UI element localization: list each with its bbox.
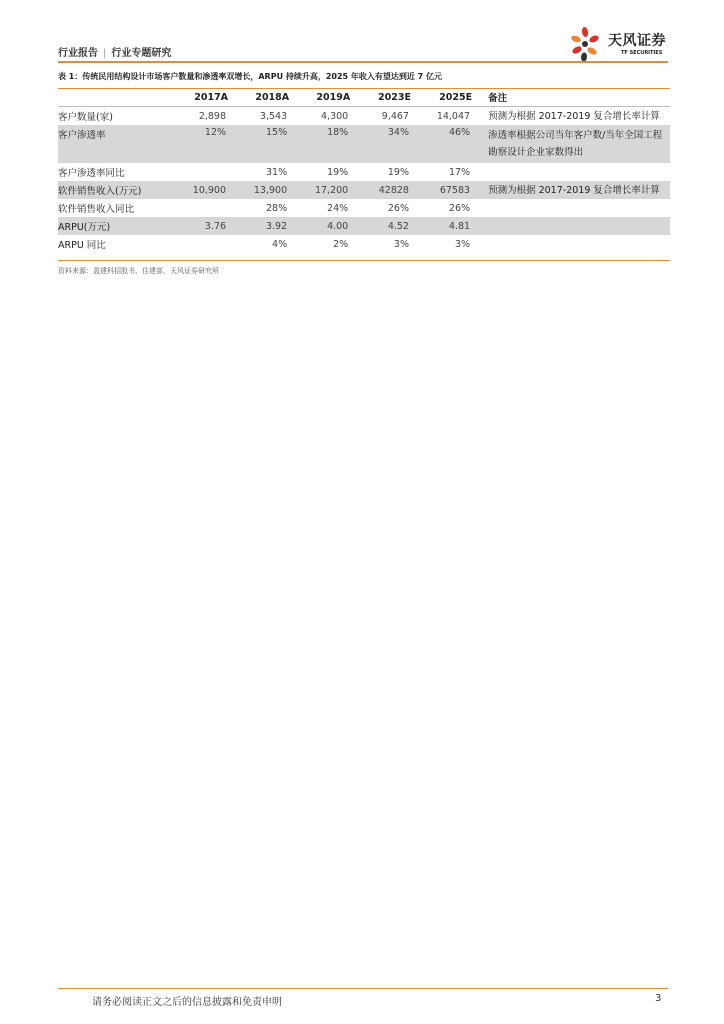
table-cell: 18% [293, 125, 354, 163]
table-cell: 4,300 [321, 110, 349, 122]
breadcrumb-report-category: 行业专题研究 [111, 48, 172, 59]
row-label: 客户数量(家) [58, 112, 113, 123]
table-cell: 4.52 [354, 217, 415, 235]
logo-subtext: TF SECURITIES [621, 50, 663, 56]
row-note [476, 199, 670, 217]
table-cell: 4% [272, 238, 288, 250]
table-cell: 3% [455, 238, 471, 250]
row-note: 预测为根据 2017-2019 复合增长率计算 [488, 110, 660, 122]
column-header: 2018A [232, 88, 293, 107]
table-cell: 17,200 [293, 181, 354, 199]
table-cell: 3,543 [259, 110, 288, 122]
table-cell [171, 199, 232, 217]
table-cell: 34% [354, 125, 415, 163]
table-cell: 24% [327, 202, 349, 214]
table-row [58, 163, 670, 181]
table-row [58, 181, 670, 199]
table-cell: 2% [333, 238, 349, 250]
table-cell: 3.92 [232, 217, 293, 235]
table-row [58, 235, 670, 253]
page-header [58, 33, 668, 62]
row-note: 预测为根据 2017-2019 复合增长率计算 [476, 181, 670, 199]
table-cell: 4.81 [415, 217, 476, 235]
table-cell: 12% [171, 125, 232, 163]
table-row [58, 125, 670, 163]
row-label: 软件销售收入同比 [58, 204, 135, 215]
row-note [476, 163, 670, 181]
table-header-row [58, 88, 670, 107]
table-cell: 4.00 [293, 217, 354, 235]
table-cell: 2,898 [198, 110, 227, 122]
row-label: 软件销售收入(万元) [58, 181, 171, 199]
table-cell: 13,900 [232, 181, 293, 199]
tf-securities-logo-icon [568, 26, 608, 62]
table-bottom-rule [58, 260, 670, 261]
table-cell: 31% [266, 166, 288, 178]
data-table [58, 88, 670, 253]
page-number: 3 [655, 993, 662, 1004]
row-label: 客户渗透率同比 [58, 168, 125, 179]
column-header [58, 88, 171, 107]
table-cell: 14,047 [436, 110, 471, 122]
footer-disclaimer: 请务必阅读正文之后的信息披露和免责申明 [92, 997, 282, 1008]
logo-text: 天风证券 [608, 33, 666, 49]
table-cell: 28% [266, 202, 288, 214]
breadcrumb [58, 44, 171, 59]
table-title: 表 1：传统民用结构设计市场客户数量和渗透率双增长，ARPU 持续升高，2025 年收入有望达到近 7 亿元 [58, 72, 443, 81]
row-label: ARPU 同比 [58, 240, 106, 251]
row-label: ARPU(万元) [58, 217, 171, 235]
table-cell: 19% [327, 166, 349, 178]
table-cell: 15% [232, 125, 293, 163]
column-header: 2019A [293, 88, 354, 107]
table-cell: 10,900 [171, 181, 232, 199]
table-cell: 26% [387, 202, 409, 214]
table-cell: 3.76 [171, 217, 232, 235]
table-cell: 46% [415, 125, 476, 163]
footer-divider [58, 988, 668, 989]
table-cell: 3% [393, 238, 409, 250]
tf-securities-logo [568, 26, 678, 62]
table-row [58, 107, 670, 126]
column-header-note: 备注 [476, 88, 670, 107]
column-header: 2025E [415, 88, 476, 107]
column-header: 2017A [171, 88, 232, 107]
header-divider [58, 61, 668, 63]
table-cell: 67583 [415, 181, 476, 199]
table-row [58, 217, 670, 235]
table-cell: 26% [448, 202, 471, 214]
breadcrumb-separator: | [103, 48, 107, 59]
breadcrumb-report-type: 行业报告 [58, 48, 98, 59]
table-cell: 42828 [354, 181, 415, 199]
table-cell: 17% [448, 166, 471, 178]
column-header: 2023E [354, 88, 415, 107]
table-cell [171, 235, 232, 253]
table-cell [171, 163, 232, 181]
row-note: 渗透率根据公司当年客户数/当年全国工程勘察设计企业家数得出 [476, 125, 670, 163]
table-cell: 9,467 [381, 110, 409, 122]
row-label: 客户渗透率 [58, 125, 171, 163]
table-source: 资料来源：盈建科招股书，住建部，天风证券研究所 [58, 267, 219, 275]
row-note [476, 217, 670, 235]
table-row [58, 199, 670, 217]
row-note [476, 235, 670, 253]
table-cell: 19% [387, 166, 409, 178]
